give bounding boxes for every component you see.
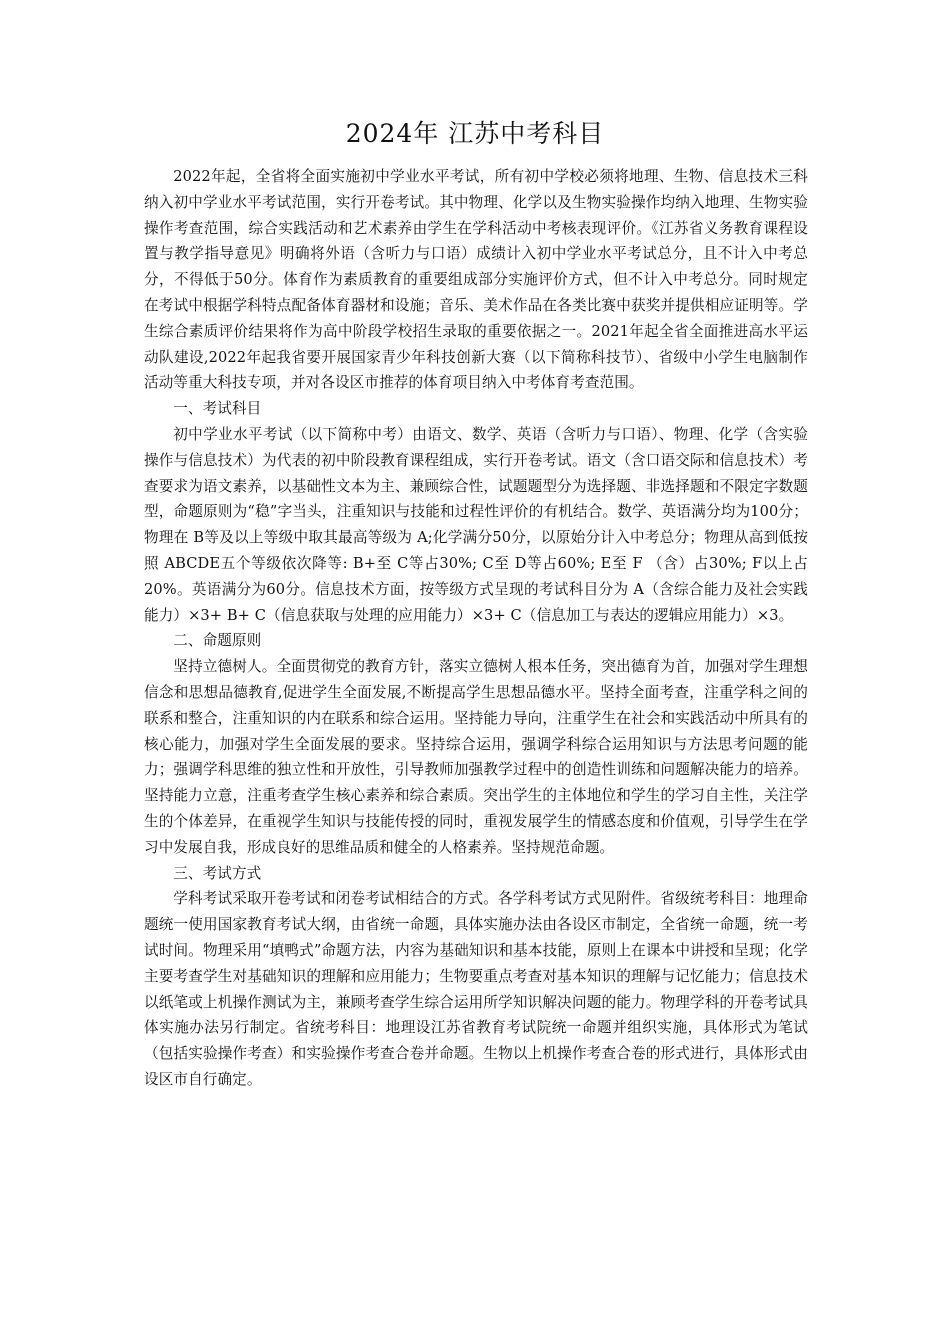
section-body-exam-method: 学科考试采取开卷考试和闭卷考试相结合的方式。各学科考试方式见附件。省级统考科目：地理命题统一使用国家教育考试大纲，由省统一命题，具体实施办法由各设区市制定，全省统一命题，统一考试时间。物理采用“填鸭式”命题方法，内容为基础知识和基本技能，原则上在课本中讲授和呈现；化学主要考查学生对基础知识的理解和应用能力；生物要重点考查对基本知识的理解与记忆能力；信息技术以纸笔或上机操作测试为主，兼顾考查学生综合运用所学知识解决问题的能力。物理学科的开卷考试具体实施办法另行制定。省统考科目：地理设江苏省教育考试院统一命题并组织实施，具体形式为笔试（包括实验操作考查）和实验操作考查合卷并命题。生物以上机操作考查合卷的形式进行，具体形式由设区市自行确定。 (144, 890, 808, 1088)
document-body (144, 164, 808, 1093)
section-heading-principles: 二、命题原则 (173, 632, 262, 650)
section-heading-subjects: 一、考试科目 (173, 400, 262, 418)
document-title: 2024年 江苏中考科目 (345, 119, 605, 148)
section-body-subjects: 初中学业水平考试（以下简称中考）由语文、数学、英语（含听力与口语）、物理、化学（含实验操作与信息技术）为代表的初中阶段教育课程组成，实行开卷考试。语文（含口语交际和信息技术）考查要求为语文素养，以基础性文本为主、兼顾综合性，试题题型分为选择题、非选择题和不限定字数题型，命题原则为“稳”字当头，注重知识与技能和过程性评价的有机结合。数学、英语满分均为100分；物理在 B等及以上等级中取其最高等级为 A;化学满分50分，以原始分计入中考总分；物理从高到低按照 ABCDE五个等级依次降等: B+至 C等占30%; C至 D等占60%; E至 F （含）占30%; F以上占20%。英语满分为60分。信息技术方面，按等级方式呈现的考试科目分为 A（含综合能力及社会实践能力）×3+ B+ C（信息获取与处理的应用能力）×3+ C（信息加工与表达的逻辑应用能力）×3。 (144, 425, 808, 624)
intro-paragraph: 2022年起，全省将全面实施初中学业水平考试，所有初中学校必须将地理、生物、信息技术三科纳入初中学业水平考试范围，实行开卷考试。其中物理、化学以及生物实验操作均纳入地理、生物实验操作考查范围，综合实践活动和艺术素养由学生在学科活动中考核表现评价。《江苏省义务教育课程设置与教学指导意见》明确将外语（含听力与口语）成绩计入初中学业水平考试总分，且不计入中考总分，不得低于50分。体育作为素质教育的重要组成部分实施评价方式，但不计入中考总分。同时规定在考试中根据学科特点配备体育器材和设施；音乐、美术作品在各类比赛中获奖并提供相应证明等。学生综合素质评价结果将作为高中阶段学校招生录取的重要依据之一。2021年起全省全面推进高水平运动队建设,2022年起我省要开展国家青少年科技创新大赛（以下简称科技节）、省级中小学生电脑制作活动等重大科技专项，并对各设区市推荐的体育项目纳入中考体育考查范围。 (144, 168, 808, 392)
section-heading-exam-method: 三、考试方式 (173, 864, 262, 882)
section-body-principles: 坚持立德树人。全面贯彻党的教育方针，落实立德树人根本任务，突出德育为首，加强对学生理想信念和思想品德教育,促进学生全面发展,不断提高学生思想品德水平。坚持全面考查，注重学科之间的联系和整合，注重知识的内在联系和综合运用。坚持能力导向，注重学生在社会和实践活动中所具有的核心能力，加强对学生全面发展的要求。坚持综合运用，强调学科综合运用知识与方法思考问题的能力；强调学科思维的独立性和开放性，引导教师加强教学过程中的创造性训练和问题解决能力的培养。坚持能力立意，注重考查学生核心素养和综合素质。突出学生的主体地位和学生的学习自主性，关注学生的个体差异，在重视学生知识与技能传授的同时，重视发展学生的情感态度和价值观，引导学生在学习中发展自我，形成良好的思维品质和健全的人格素养。坚持规范命题。 (144, 658, 808, 856)
